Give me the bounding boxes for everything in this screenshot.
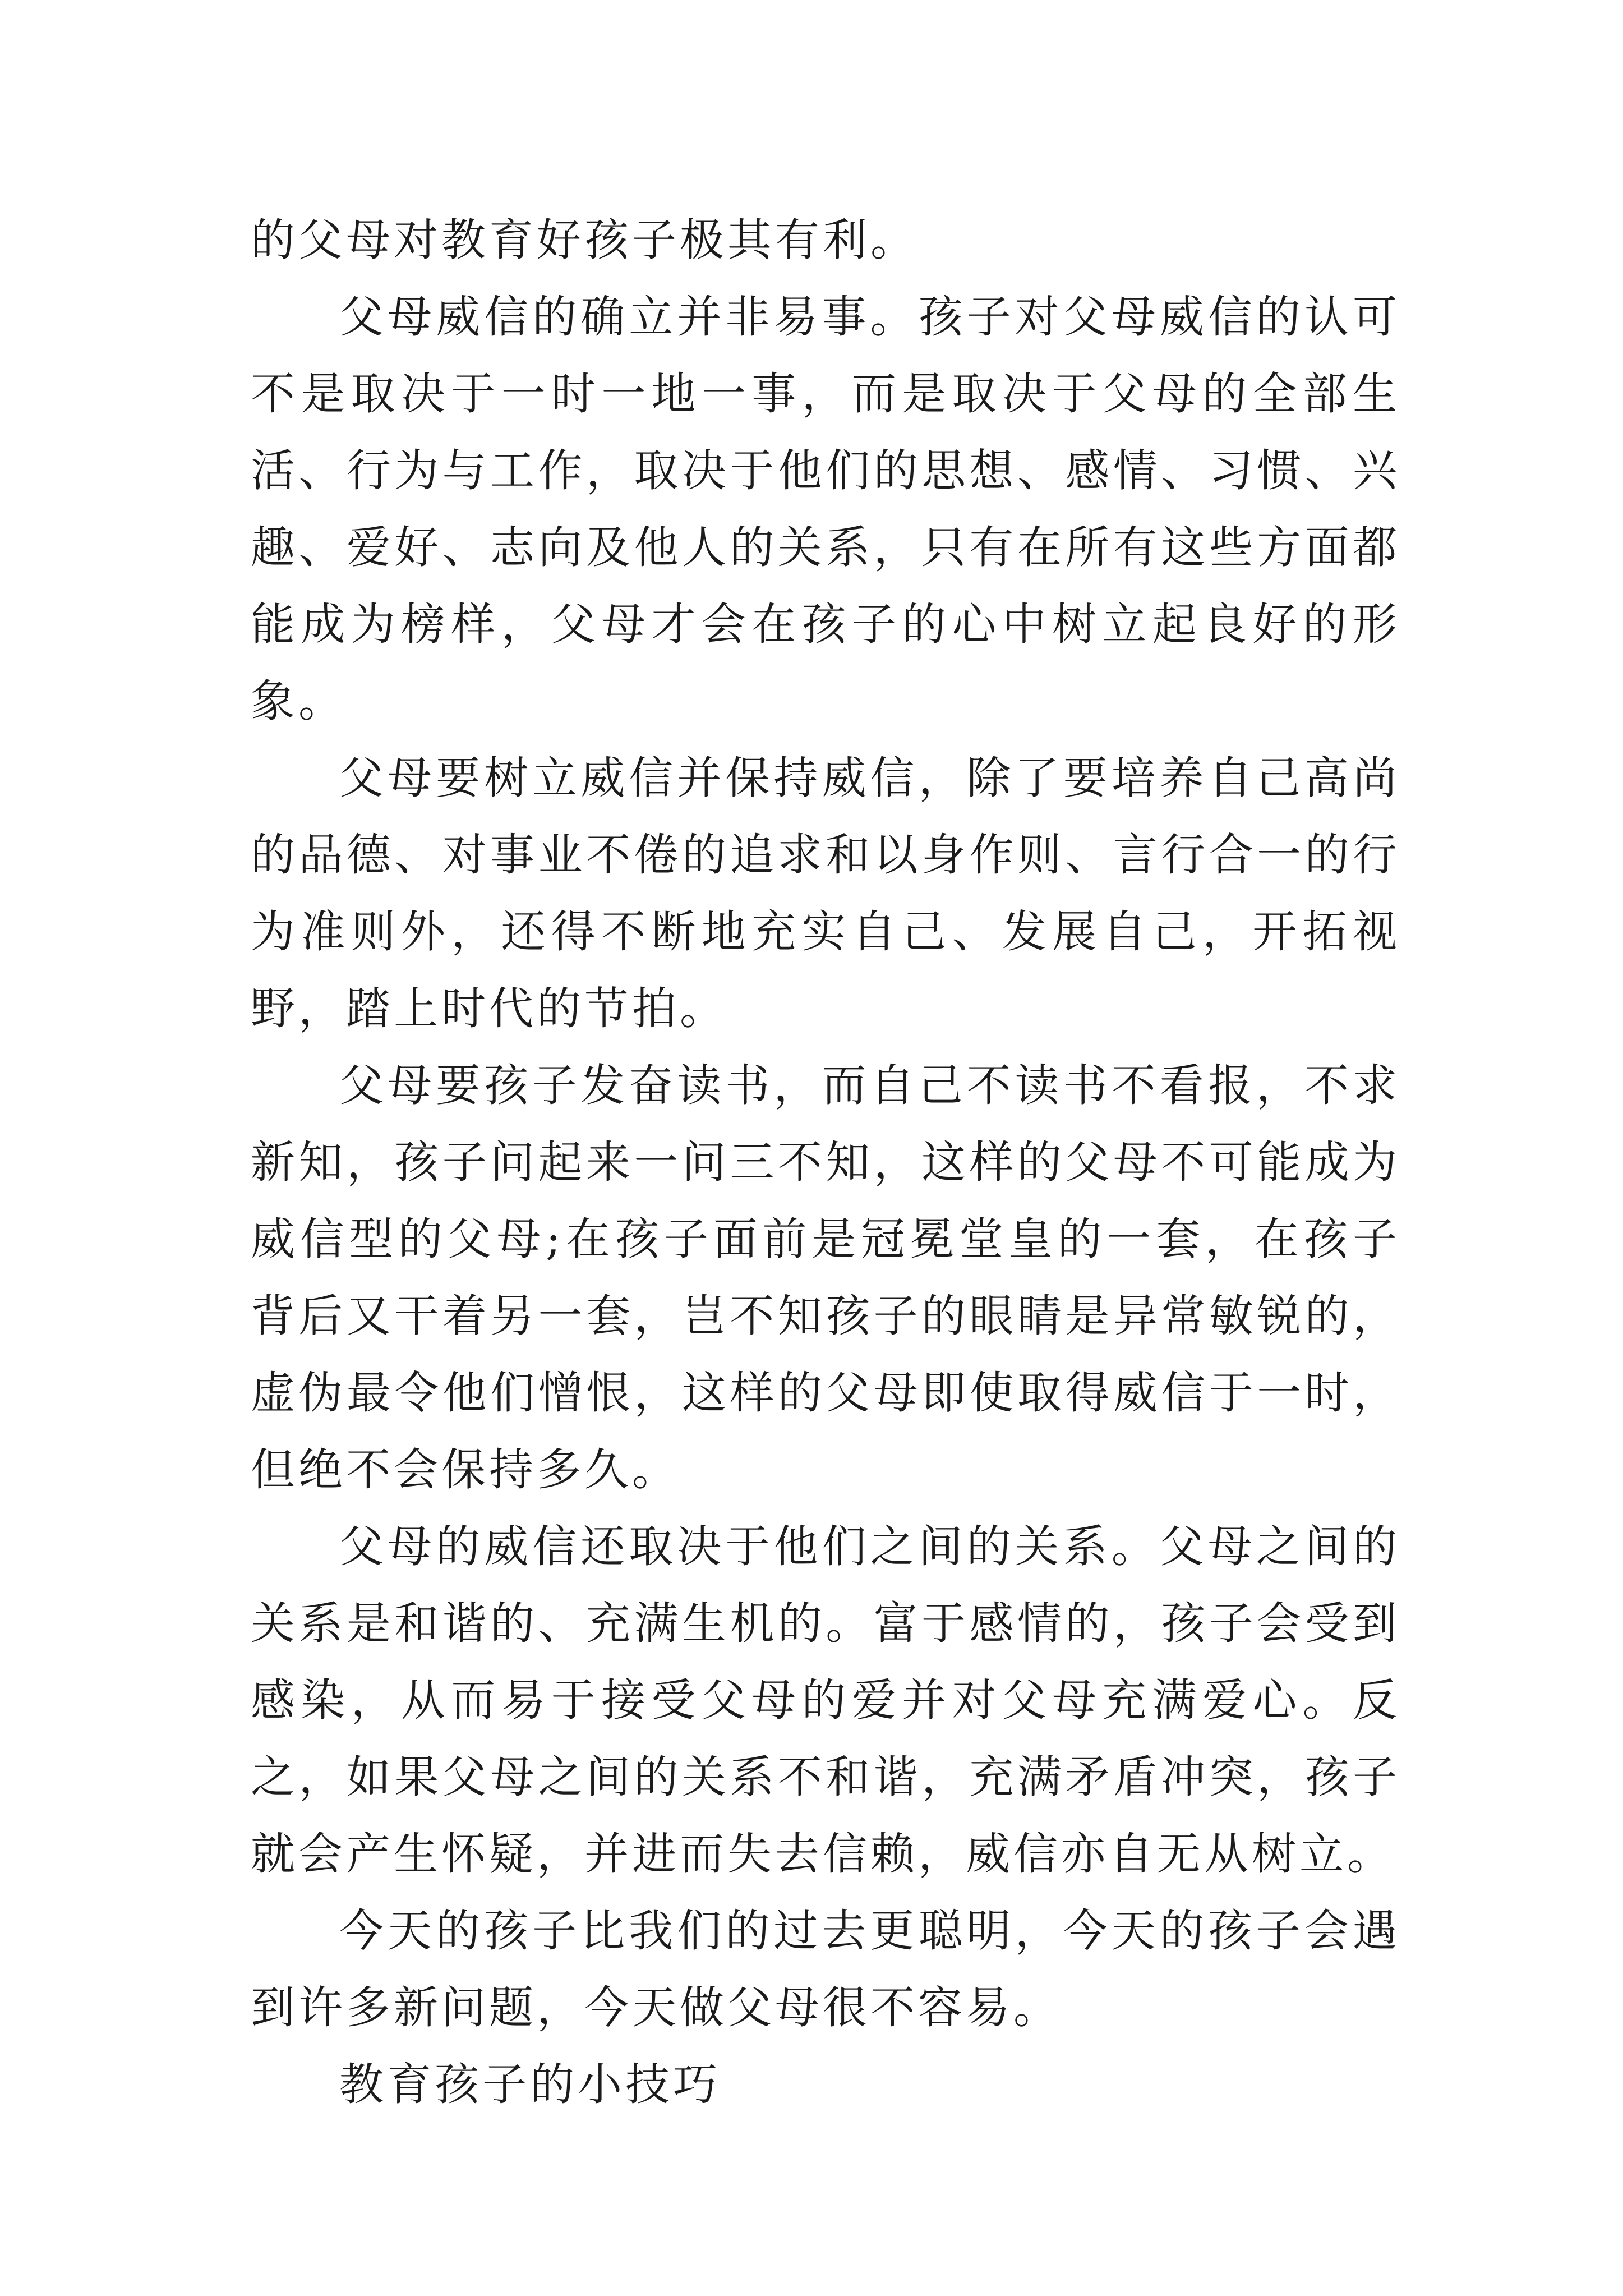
paragraph-maintain-authority: 父母要树立威信并保持威信，除了要培养自己高尚的品德、对事业不倦的追求和以身作则、言行合一的行为准则外，还得不断地充实自己、发展自己，开拓视野，踏上时代的节拍。 [251, 752, 1400, 1034]
paragraph-today-children: 今天的孩子比我们的过去更聪明，今天的孩子会遇到许多新问题，今天做父母很不容易。 [251, 1905, 1400, 2033]
paragraph-reading-example: 父母要孩子发奋读书，而自己不读书不看报，不求新知，孩子问起来一问三不知，这样的父母不可能成为威信型的父母;在孩子面前是冠冕堂皇的一套，在孩子背后又干着另一套，岂不知孩子的眼睛是异常敏锐的，虚伪最令他们憎恨，这样的父母即使取得威信于一时，但绝不会保持多久。 [251, 1060, 1400, 1496]
body-text [251, 202, 1400, 2123]
paragraph-continuation: 的父母对教育好孩子极其有利。 [251, 214, 918, 266]
paragraph-parent-relationship: 父母的威信还取决于他们之间的关系。父母之间的关系是和谐的、充满生机的。富于感情的，孩子会受到感染，从而易于接受父母的爱并对父母充满爱心。反之，如果父母之间的关系不和谐，充满矛盾冲突，孩子就会产生怀疑，并进而失去信赖，威信亦自无从树立。 [251, 1521, 1400, 1880]
section-heading: 教育孩子的小技巧 [339, 2059, 721, 2110]
paragraph-authority-establishment: 父母威信的确立并非易事。孩子对父母威信的认可不是取决于一时一地一事，而是取决于父母的全部生活、行为与工作，取决于他们的思想、感情、习惯、兴趣、爱好、志向及他人的关系，只有在所有这些方面都能成为榜样，父母才会在孩子的心中树立起良好的形象。 [251, 291, 1400, 727]
